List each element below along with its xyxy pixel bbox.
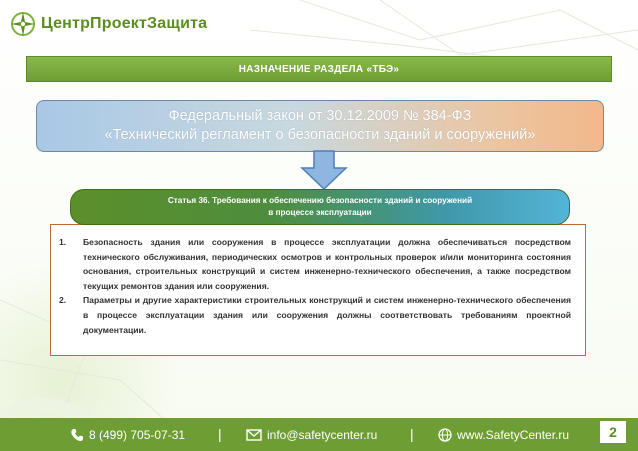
list-item-text: Безопасность здания или сооружения в процессе эксплуатации должна обеспечиваться посредством технического обслуживания, периодических осмотров и контрольных проверок и/или мониторинга состояния основания, строительных конструкций и систем инженерно-технического обеспечения, а также посредством текущих ремонтов здания или сооружения. [83, 237, 571, 291]
list-item [59, 293, 571, 337]
footer-email[interactable] [246, 418, 377, 451]
article-box [70, 189, 570, 225]
law-box [36, 100, 604, 152]
section-title: НАЗНАЧЕНИЕ РАЗДЕЛА «ТБЭ» [238, 63, 400, 75]
down-arrow-icon [300, 150, 348, 190]
logo-text: ЦентрПроектЗащита [41, 15, 208, 32]
page-number: 2 [600, 421, 626, 443]
phone-text: 8 (499) 705-07-31 [89, 427, 186, 442]
email-text: info@safetycenter.ru [267, 427, 378, 442]
mail-icon [246, 429, 262, 441]
footer-website[interactable] [438, 418, 569, 451]
content-box [50, 224, 586, 356]
article-title-line1: Статья 36. Требования к обеспечению безопасности зданий и сооружений [167, 196, 473, 205]
phone-icon [70, 428, 84, 442]
list-item-number: 2. [59, 295, 67, 306]
footer-separator: | [410, 426, 414, 442]
law-title-line1: Федеральный закон от 30.12.2009 № 384-ФЗ [168, 108, 472, 124]
list-item [59, 235, 571, 293]
website-text: www.SafetyCenter.ru [457, 427, 570, 442]
section-title-bar [26, 56, 612, 82]
globe-icon [438, 428, 452, 442]
list-item-number: 1. [59, 237, 67, 247]
law-title-line2: «Технический регламент о безопасности зданий и сооружений» [104, 127, 536, 143]
article-title-line2: в процессе эксплуатации [268, 208, 372, 217]
footer-phone[interactable] [70, 418, 185, 451]
logo [10, 9, 207, 39]
footer [0, 418, 638, 451]
list-item-text: Параметры и другие характеристики строительных конструкций и систем инженерно-технического обеспечения в процессе эксплуатации здания или сооружения должны соответствовать требованиям проектной документации. [83, 295, 571, 335]
footer-separator: | [218, 426, 222, 442]
compass-star-logo-icon [10, 11, 36, 37]
requirements-list [59, 235, 571, 337]
